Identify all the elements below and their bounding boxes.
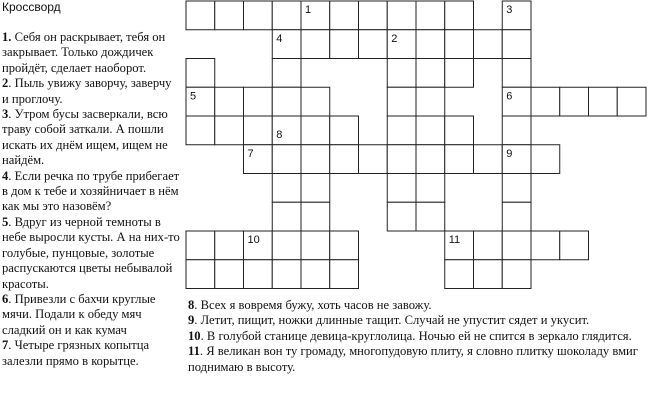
grid-cell[interactable] xyxy=(445,59,474,88)
grid-cell[interactable] xyxy=(215,231,244,260)
grid-cell[interactable] xyxy=(387,145,416,174)
grid-cell[interactable] xyxy=(474,260,503,289)
grid-cell[interactable] xyxy=(387,1,416,30)
grid-cell[interactable] xyxy=(474,231,503,260)
grid-cell[interactable] xyxy=(416,30,445,59)
clue-11: 11. Я великан вон ту громаду, многопудовую плиту, я словно плитку шоколаду вмиг поднимаю в высоту. xyxy=(188,344,638,374)
grid-cell[interactable] xyxy=(186,1,215,30)
grid-cell[interactable] xyxy=(272,87,301,116)
grid-cell[interactable] xyxy=(215,116,244,145)
grid-cell[interactable] xyxy=(359,30,388,59)
grid-cell[interactable] xyxy=(445,145,474,174)
grid-cell[interactable] xyxy=(589,87,618,116)
grid-cell[interactable] xyxy=(560,231,589,260)
grid-cell[interactable] xyxy=(474,145,503,174)
grid-cell[interactable] xyxy=(186,59,215,88)
grid-cell[interactable] xyxy=(244,1,273,30)
grid-number-4: 4 xyxy=(276,32,283,45)
grid-number-5: 5 xyxy=(190,90,197,103)
clue-10: 10. В голубой станице девица-круглолица. Ночью ей не спится в зеркало глядится. xyxy=(188,328,632,343)
grid-cell[interactable] xyxy=(531,231,560,260)
grid-cell[interactable] xyxy=(416,1,445,30)
grid-cell[interactable] xyxy=(330,231,359,260)
grid-cell[interactable] xyxy=(301,231,330,260)
grid-number-10: 10 xyxy=(247,234,260,246)
grid-cell[interactable] xyxy=(387,116,416,145)
grid-cell[interactable] xyxy=(272,1,301,30)
clues-bottom-block xyxy=(188,298,648,375)
grid-cell[interactable] xyxy=(272,260,301,289)
grid-number-8: 8 xyxy=(276,129,283,141)
grid-cell[interactable] xyxy=(301,260,330,289)
grid-cell[interactable] xyxy=(330,260,359,289)
grid-cell[interactable] xyxy=(445,1,474,30)
clue-8: 8. Всех я вовремя бужу, хоть часов не завожу. xyxy=(188,298,432,312)
grid-cell[interactable] xyxy=(502,202,531,231)
grid-cell[interactable] xyxy=(186,116,215,145)
grid-cell[interactable] xyxy=(474,30,503,59)
grid-cell[interactable] xyxy=(301,174,330,203)
grid-cell[interactable] xyxy=(416,174,445,203)
grid-cell[interactable] xyxy=(387,202,416,231)
clue-9: 9. Летит, пищит, ножки длинные тащит. Случай не упустит сядет и укусит. xyxy=(188,313,590,328)
grid-cell[interactable] xyxy=(330,116,359,145)
grid-cell[interactable] xyxy=(301,145,330,174)
clues-left-column xyxy=(2,30,180,369)
grid-cell[interactable] xyxy=(301,202,330,231)
grid-cell[interactable] xyxy=(531,145,560,174)
grid-cell[interactable] xyxy=(272,145,301,174)
grid-cell[interactable] xyxy=(445,116,474,145)
grid-cell[interactable] xyxy=(359,145,388,174)
grid-number-1: 1 xyxy=(305,4,312,16)
grid-number-6: 6 xyxy=(506,90,513,103)
grid-cell[interactable] xyxy=(330,1,359,30)
grid-cell[interactable] xyxy=(244,87,273,116)
grid-cell[interactable] xyxy=(617,87,646,116)
grid-cell[interactable] xyxy=(560,87,589,116)
grid-cell[interactable] xyxy=(445,30,474,59)
page-title: Кроссворд xyxy=(2,0,61,14)
grid-cell[interactable] xyxy=(387,87,416,116)
clue-7: 7. Четыре грязных копытца залезли прямо в корытце. xyxy=(2,338,150,368)
grid-cell[interactable] xyxy=(416,59,445,88)
grid-cell[interactable] xyxy=(301,87,330,116)
grid-cell[interactable] xyxy=(244,116,273,145)
grid-cell[interactable] xyxy=(301,116,330,145)
clue-1: 1. Себя он раскрывает, тебя он закрывает. Только дождичек пройдёт, сделает наоборот. xyxy=(2,30,166,75)
grid-cell[interactable] xyxy=(387,174,416,203)
grid-cell[interactable] xyxy=(387,59,416,88)
grid-cell[interactable] xyxy=(359,1,388,30)
grid-cell[interactable] xyxy=(445,260,474,289)
grid-cell[interactable] xyxy=(502,174,531,203)
grid-cell[interactable] xyxy=(215,260,244,289)
grid-cell[interactable] xyxy=(502,260,531,289)
grid-cell[interactable] xyxy=(416,145,445,174)
grid-cell[interactable] xyxy=(272,202,301,231)
grid-cell[interactable] xyxy=(330,30,359,59)
grid-cell[interactable] xyxy=(416,116,445,145)
grid-cell[interactable] xyxy=(330,145,359,174)
grid-number-9: 9 xyxy=(506,147,513,160)
grid-cell[interactable] xyxy=(502,231,531,260)
grid-cell[interactable] xyxy=(215,87,244,116)
grid-number-7: 7 xyxy=(247,147,254,160)
grid-cell[interactable] xyxy=(502,116,531,145)
grid-cell[interactable] xyxy=(416,87,445,116)
grid-number-3: 3 xyxy=(506,4,513,16)
clue-2: 2. Пыль увижу заворчу, заверчу и проглочу. xyxy=(2,76,172,106)
grid-cell[interactable] xyxy=(186,231,215,260)
grid-cell[interactable] xyxy=(272,59,301,88)
grid-cell[interactable] xyxy=(502,30,531,59)
grid-cell[interactable] xyxy=(531,87,560,116)
clue-3: 3. Утром бусы засверкали, всю траву собой заткали. А пошли искать их днём ищем, ищем не найдём. xyxy=(2,107,168,168)
grid-cell[interactable] xyxy=(416,202,445,231)
grid-cell[interactable] xyxy=(301,30,330,59)
clue-4: 4. Если речка по трубе прибегает в дом к тебе и хозяйничает в нём как мы это назовём? xyxy=(2,168,180,214)
grid-cell[interactable] xyxy=(244,260,273,289)
grid-cell[interactable] xyxy=(186,260,215,289)
grid-number-2: 2 xyxy=(391,32,398,45)
grid-cell[interactable] xyxy=(272,174,301,203)
grid-cell[interactable] xyxy=(215,1,244,30)
clue-6: 6. Привезли с бахчи круглые мячи. Подали к обеду мяч сладкий он и как кумач xyxy=(2,291,156,337)
grid-cell[interactable] xyxy=(272,231,301,260)
grid-number-11: 11 xyxy=(448,234,461,246)
grid-cell[interactable] xyxy=(502,59,531,88)
clue-5: 5. Вдруг из черной темноты в небе выросли кусты. А на них-то голубые, пунцовые, золотые распускаются цветы небывалой красоты. xyxy=(2,214,180,291)
